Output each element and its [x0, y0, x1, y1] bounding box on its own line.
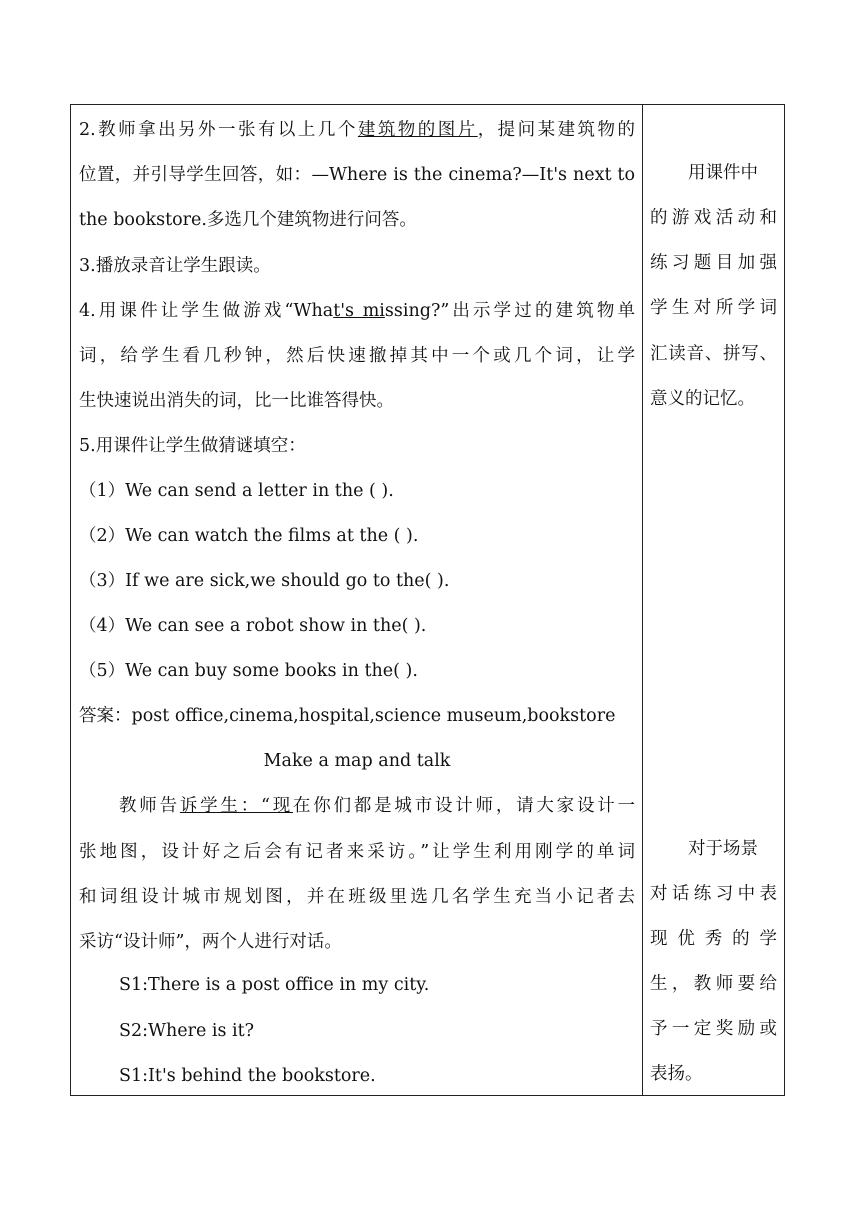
step2-line2: 位置，并引导学生回答，如：—Where is the cinema?—It's next to [79, 165, 635, 185]
step2-line3: the bookstore.多选几个建筑物进行问答。 [79, 210, 417, 230]
note2-line: 对于场景 [688, 839, 758, 859]
text: 在你们都是城市设计师，请大家设计一 [293, 796, 636, 816]
note2-line: 现 优 秀 的 学 [650, 929, 777, 949]
para-line2: 张地图，设计好之后会有记者来采访。”让学生利用刚学的单词 [79, 842, 635, 862]
section-title: Make a map and talk [263, 751, 451, 771]
note1-line: 练习题目加强 [650, 253, 777, 273]
note1-line: 用课件中 [688, 163, 758, 183]
note2-line: 表扬。 [650, 1064, 703, 1084]
step5-line: 5.用课件让学生做猜谜填空： [79, 436, 306, 456]
question-1: （1）We can send a letter in the ( ). [79, 481, 394, 501]
note2-line: 对话练习中表 [650, 884, 777, 904]
para-line1 [119, 795, 635, 817]
note2-line: 生，教师要给 [650, 974, 777, 994]
lesson-table [70, 104, 785, 1096]
note2-line: 予一定奖励或 [650, 1019, 777, 1039]
dialogue-line-3: S1:It's behind the bookstore. [119, 1066, 376, 1086]
question-2: （2）We can watch the films at the ( ). [79, 526, 419, 546]
question-4: （4）We can see a robot show in the( ). [79, 616, 427, 636]
question-3: （3）If we are sick,we should go to the( ). [79, 571, 450, 591]
text: 4.用课件让学生做游戏“Wha [79, 301, 334, 321]
underlined-text: 建筑物的图片 [357, 120, 478, 140]
underlined-text: 诉学生：“现 [179, 796, 293, 816]
underlined-text: t's mi [333, 301, 385, 321]
step2-line1 [79, 119, 635, 141]
text: ssing?”出示学过的建筑物单 [384, 301, 635, 321]
para-line4: 采访“设计师”，两个人进行对话。 [79, 932, 342, 952]
note1-line: 学生对所学词 [650, 298, 777, 318]
text: ，提问某建筑物的 [477, 120, 636, 140]
answer-line: 答案：post office,cinema,hospital,science museum,bookstore [79, 706, 616, 726]
question-5: （5）We can buy some books in the( ). [79, 661, 418, 681]
note1-line: 的游戏活动和 [650, 208, 777, 228]
column-divider [642, 105, 643, 1095]
step3-line: 3.播放录音让学生跟读。 [79, 256, 271, 276]
dialogue-line-2: S2:Where is it? [119, 1021, 255, 1041]
text: 教师告 [119, 796, 180, 816]
step4-line1 [79, 300, 635, 322]
dialogue-line-1: S1:There is a post office in my city. [119, 975, 430, 995]
step4-line3: 生快速说出消失的词，比一比谁答得快。 [79, 391, 394, 411]
para-line3: 和词组设计城市规划图，并在班级里选几名学生充当小记者去 [79, 887, 635, 907]
note1-line: 意义的记忆。 [650, 389, 755, 409]
text: 2.教师拿出另外一张有以上几个 [79, 120, 358, 140]
step4-line2: 词，给学生看几秒钟，然后快速撤掉其中一个或几个词，让学 [79, 346, 635, 366]
note1-line: 汇读音、拼写、 [650, 344, 777, 364]
